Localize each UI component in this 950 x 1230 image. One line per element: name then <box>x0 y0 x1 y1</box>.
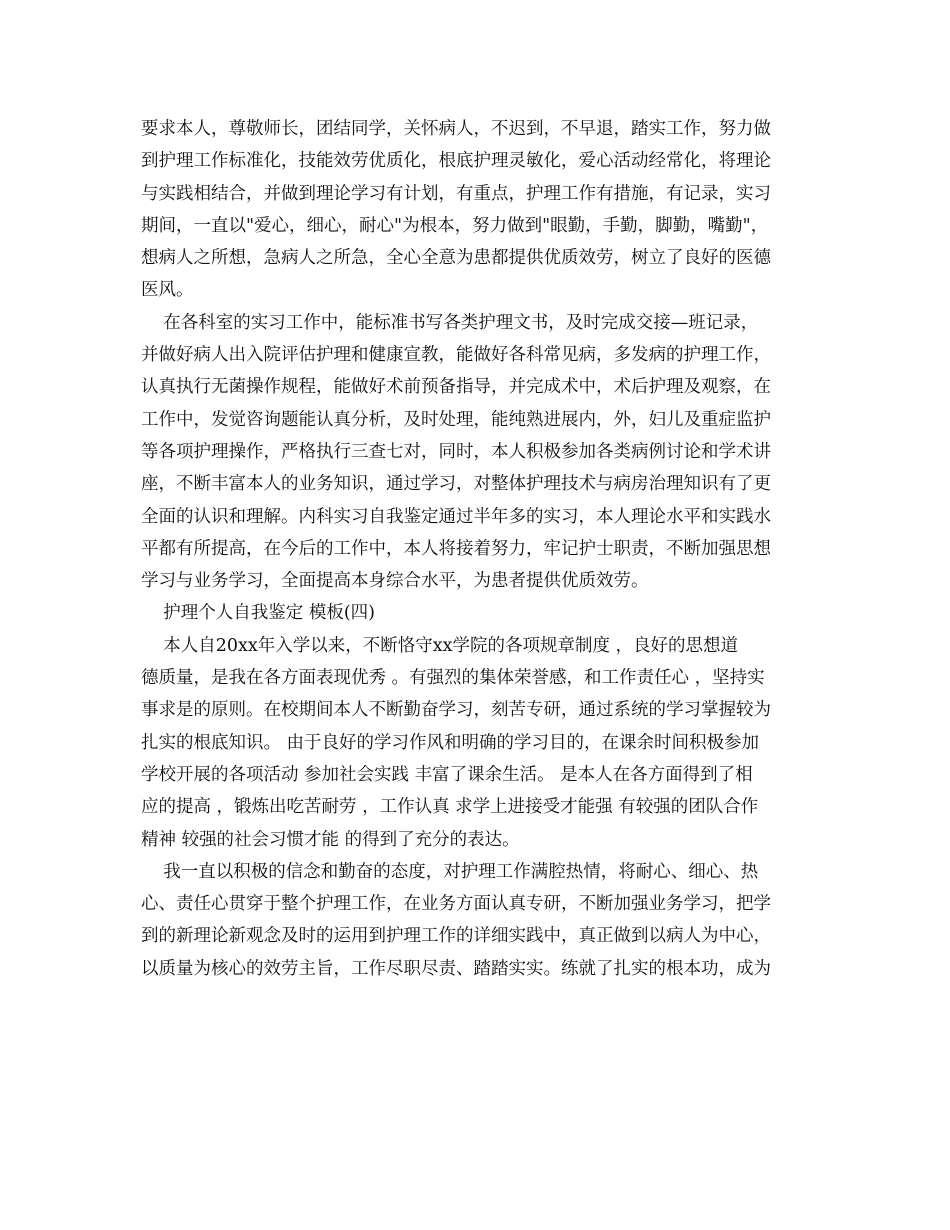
text-line: 座，不断丰富本人的业务知识，通过学习，对整体护理技术与病房治理知识有了更 <box>141 474 771 495</box>
text-line: 期间，一直以"爱心，细心，耐心"为根本，努力做到"眼勤，手勤，脚勤，嘴勤"， <box>141 215 769 236</box>
text-line: 等各项护理操作，严格执行三查七对，同时，本人积极参加各类病例讨论和学术讲 <box>141 441 771 462</box>
text-line: 工作中，发觉咨询题能认真分析，及时处理，能纯熟进展内，外，妇儿及重症监护 <box>141 409 771 430</box>
text-line: 医风。 <box>141 280 194 301</box>
text-line: 应的提高 ，锻炼出吃苦耐劳 ，工作认真 求学上进接受才能强 有较强的团队合作 <box>141 797 759 818</box>
text-line: 想病人之所想，急病人之所急，全心全意为患都提供优质效劳，树立了良好的医德 <box>141 248 771 269</box>
text-line: 在各科室的实习工作中，能标准书写各类护理文书，及时完成交接—班记录， <box>141 312 759 333</box>
text-line: 要求本人，尊敬师长，团结同学，关怀病人，不迟到，不早退，踏实工作，努力做 <box>141 119 771 139</box>
text-line: 以质量为核心的效劳主旨，工作尽职尽责、踏踏实实。练就了扎实的根本功，成为 <box>141 958 771 979</box>
text-line: 平都有所提高，在今后的工作中，本人将接着努力，牢记护士职责，不断加强思想 <box>141 538 771 559</box>
text-line: 到的新理论新观念及时的运用到护理工作的详细实践中，真正做到以病人为中心， <box>141 926 771 947</box>
text-line: 德质量，是我在各方面表现优秀 。有强烈的集体荣誉感，和工作责任心 ，坚持实 <box>141 668 765 689</box>
text-line: 我一直以积极的信念和勤奋的态度，对护理工作满腔热情，将耐心、细心、热 <box>141 861 759 882</box>
text-line: 精神 较强的社会习惯才能 的得到了充分的表达。 <box>141 829 520 850</box>
document-body <box>141 113 813 985</box>
text-line: 全面的认识和理解。内科实习自我鉴定通过半年多的实习，本人理论水平和实践水 <box>141 506 771 527</box>
text-line: 学校开展的各项活动 参加社会实践 丰富了课余生活。 是本人在各方面得到了相 <box>141 764 753 785</box>
section-heading: 护理个人自我鉴定 模板(四) <box>141 603 375 624</box>
text-line: 与实践相结合，并做到理论学习有计划，有重点，护理工作有措施，有记录，实习 <box>141 183 771 204</box>
text-line: 心、责任心贯穿于整个护理工作，在业务方面认真专研，不断加强业务学习，把学 <box>141 894 771 915</box>
text-line: 扎实的根底知识。 由于良好的学习作风和明确的学习目的，在课余时间积极参加 <box>141 732 760 753</box>
text-line: 事求是的原则。在校期间本人不断勤奋学习，刻苦专研，通过系统的学习掌握较为 <box>141 700 771 721</box>
text-line: 认真执行无菌操作规程，能做好术前预备指导，并完成术中，术后护理及观察，在 <box>141 377 771 398</box>
text-line: 到护理工作标准化，技能效劳优质化，根底护理灵敏化，爱心活动经常化，将理论 <box>141 151 771 172</box>
text-line: 并做好病人出入院评估护理和健康宣教，能做好各科常见病，多发病的护理工作， <box>141 345 771 366</box>
text-line: 学习与业务学习，全面提高本身综合水平，为患者提供优质效劳。 <box>141 571 649 592</box>
text-line: 本人自20xx年入学以来，不断恪守xx学院的各项规章制度 ，良好的思想道 <box>141 635 739 656</box>
